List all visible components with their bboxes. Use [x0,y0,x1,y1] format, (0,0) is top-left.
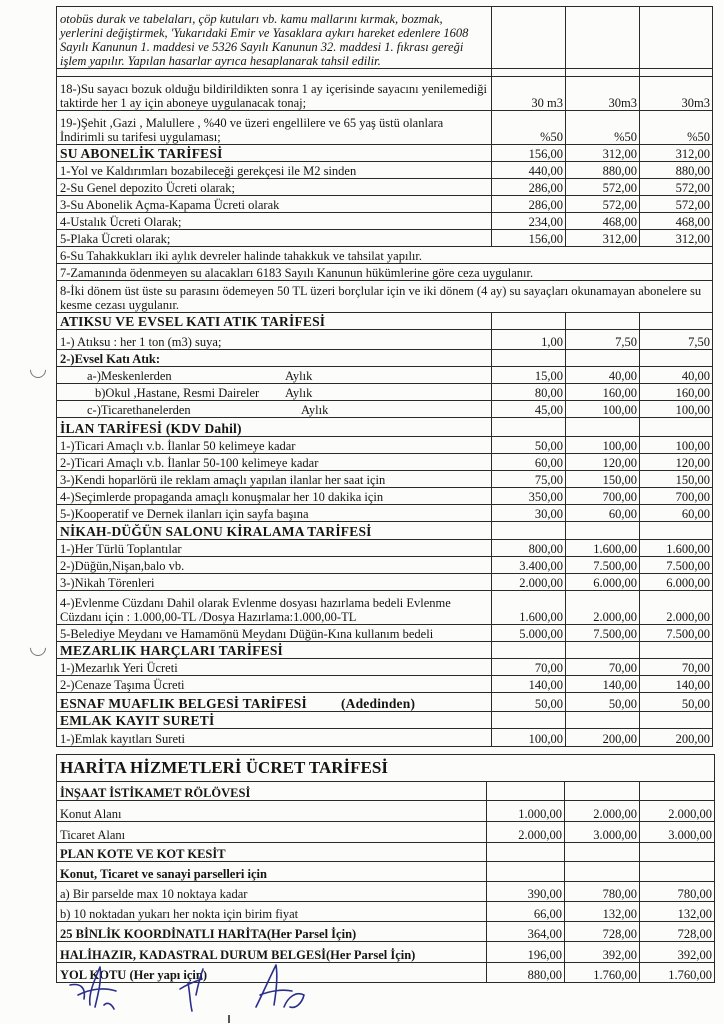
table-row: 1-) Atıksu : her 1 ton (m3) suya; 1,00 7,50 7,50 [57,330,713,350]
table-row: 8-İki dönem üst üste su parasını ödemeyen 50 TL üzeri borçlular için ve iki dönem (4 ay) su sayaçları okunamayan abonelere su kesme cezası uygulanır. [57,281,713,313]
table-row: 18-)Su sayacı bozuk olduğu bildirildikten sonra 1 ay içerisinde sayacını yenilemediği taktirde her 1 ay için aboneye uygulanacak tonaj; 30 m3 30m3 30m3 [57,77,713,111]
table-row: Ticaret Alanı 2.000,00 3.000,00 3.000,00 [57,822,715,843]
section-title: ATIKSU VE EVSEL KATI ATIK TARİFESİ [57,313,492,330]
table-row [57,782,715,801]
table-row: 4-)Seçimlerde propaganda amaçlı konuşmalar her 10 dakika için 350,00 700,00 700,00 [57,488,713,505]
table-row [57,843,715,862]
table-row: a-)Meskenlerden Aylık 15,00 40,00 40,00 [57,367,713,384]
table-row: 2-Su Genel depozito Ücreti olarak; 286,00 572,00 572,00 [57,179,713,196]
table-row: 1-)Mezarlık Yeri Ücreti 70,00 70,00 70,00 [57,659,713,676]
top-note: otobüs durak ve tabelaları, çöp kutuları vb. kamu mallarını kırmak, bozmak, yerlerini değiştirmek, 'Yukarıdaki Emir ve Yasaklara aykırı hareket edenlere 1608 Sayılı Kanunun 1. maddesi ve 5326 Sayılı Kanunun 32. maddesi 1. fıkrası gereği işlem yapılır. Yapılan hasarlar ayrıca hesaplanarak tahsil edilir. [57,7,492,69]
table-row: b)Okul ,Hastane, Resmi Daireler Aylık 80,00 160,00 160,00 [57,384,713,401]
table-row [57,313,713,330]
table-row [57,642,713,659]
table-row: 6-Su Tahakkukları iki aylık devreler halinde tahakkuk ve tahsilat yapılır. [57,247,713,264]
row-label: 19-)Şehit ,Gazi , Malullere , %40 ve üzeri engellilere ve 65 yaş üstü olanlara İndirimli su tarifesi uygulaması; [57,111,492,145]
table-row: 1-Yol ve Kaldırımları bozabileceği gerekçesi ile M2 sinden 440,00 880,00 880,00 [57,162,713,179]
table-row: 2-)Düğün,Nişan,balo vb. 3.400,00 7.500,00 7.500,00 [57,557,713,574]
section-title: İLAN TARİFESİ (KDV Dahil) [57,418,492,437]
tariff-table [56,6,713,747]
table-row [57,755,715,782]
table-row: Konut Alanı 1.000,00 2.000,00 2.000,00 [57,801,715,822]
table-row [57,522,713,540]
table-row: 3-)Nikah Törenleri 2.000,00 6.000,00 6.000,00 [57,574,713,591]
section-title: SU ABONELİK TARİFESİ [57,145,492,162]
table-row: 3-Su Abonelik Açma-Kapama Ücreti olarak 286,00 572,00 572,00 [57,196,713,213]
table-row: 1-)Emlak kayıtları Sureti 100,00 200,00 200,00 [57,729,713,747]
table-row: 3-)Kendi hoparlörü ile reklam amaçlı yapılan ilanlar her saat için 75,00 150,00 150,00 [57,471,713,488]
table-row: a) Bir parselde max 10 noktaya kadar 390,00 780,00 780,00 [57,882,715,902]
signature-2 [180,969,203,1011]
section-title: MEZARLIK HARÇLARI TARİFESİ [57,642,492,659]
section-title: İNŞAAT İSTİKAMET RÖLÖVESİ [57,782,487,801]
table-row: b) 10 noktadan yukarı her nokta için birim fiyat 66,00 132,00 132,00 [57,902,715,922]
table-row: 4-Ustalık Ücreti Olarak; 234,00 468,00 468,00 [57,213,713,230]
section-title: NİKAH-DÜĞÜN SALONU KİRALAMA TARİFESİ [57,522,492,540]
section-title: ESNAF MUAFLIK BELGESİ TARİFESİ [60,696,307,711]
table-row [57,418,713,437]
table-row: 2-)Cenaze Taşıma Ücreti 140,00 140,00 140,00 [57,676,713,693]
table-row: 19-)Şehit ,Gazi , Malullere , %40 ve üzeri engellilere ve 65 yaş üstü olanlara İndirimli su tarifesi uygulaması; %50 %50 %50 [57,111,713,145]
signature-1 [70,967,116,1009]
section-title: PLAN KOTE VE KOT KESİT [57,843,487,862]
signature-3 [256,965,304,1007]
table-row: SU ABONELİK TARİFESİ 156,00 312,00 312,00 [57,145,713,162]
section-title: EMLAK KAYIT SURETİ [57,712,492,729]
table-row [57,712,713,729]
table-row: 7-Zamanında ödenmeyen su alacakları 6183 Sayılı Kanunun hükümlerine göre ceza uygulanır. [57,264,713,281]
table-row: 4-)Evlenme Cüzdanı Dahil olarak Evlenme dosyası hazırlama bedeli Evlenme Cüzdanı için : 1.000,00-TL /Dosya Hazırlama:1.000,00-TL 1.600,00 2.000,00 2.000,00 [57,591,713,625]
table-row: ESNAF MUAFLIK BELGESİ TARİFESİ (Adedinden) 50,00 50,00 50,00 [57,693,713,712]
table-row: 2-)Evsel Katı Atık: [57,350,713,367]
table-row: HALİHAZIR, KADASTRAL DURUM BELGESİ(Her Parsel İçin) 196,00 392,00 392,00 [57,942,715,963]
table-row: 25 BİNLİK KOORDİNATLI HARİTA(Her Parsel İçin) 364,00 728,00 728,00 [57,922,715,942]
signatures [60,955,350,1017]
table-row: 5-Plaka Ücreti olarak; 156,00 312,00 312,00 [57,230,713,247]
table-row: 1-)Ticari Amaçlı v.b. İlanlar 50 kelimeye kadar 50,00 100,00 100,00 [57,437,713,454]
table-row: 5-Belediye Meydanı ve Hamamönü Meydanı Düğün-Kına kullanım bedeli 5.000,00 7.500,00 7.500,00 [57,625,713,642]
harita-title: HARİTA HİZMETLERİ ÜCRET TARİFESİ [57,755,715,782]
table-row [57,7,713,69]
table-row: YOL KOTU (Her yapı için) 880,00 1.760,00 1.760,00 [57,963,715,983]
scan-mark [228,1015,230,1023]
harita-table [56,754,715,983]
table-row: 1-)Her Türlü Toplantılar 800,00 1.600,00 1.600,00 [57,540,713,557]
table-row: 2-)Ticari Amaçlı v.b. İlanlar 50-100 kelimeye kadar 60,00 120,00 120,00 [57,454,713,471]
table-row: Konut, Ticaret ve sanayi parselleri için [57,862,715,882]
row-label: 18-)Su sayacı bozuk olduğu bildirildikten sonra 1 ay içerisinde sayacını yenilemediği taktirde her 1 ay için aboneye uygulanacak tonaj; [57,77,492,111]
table-row: c-)Ticarethanelerden Aylık 45,00 100,00 100,00 [57,401,713,418]
table-row: 5-)Kooperatif ve Dernek ilanları için sayfa başına 30,00 60,00 60,00 [57,505,713,522]
